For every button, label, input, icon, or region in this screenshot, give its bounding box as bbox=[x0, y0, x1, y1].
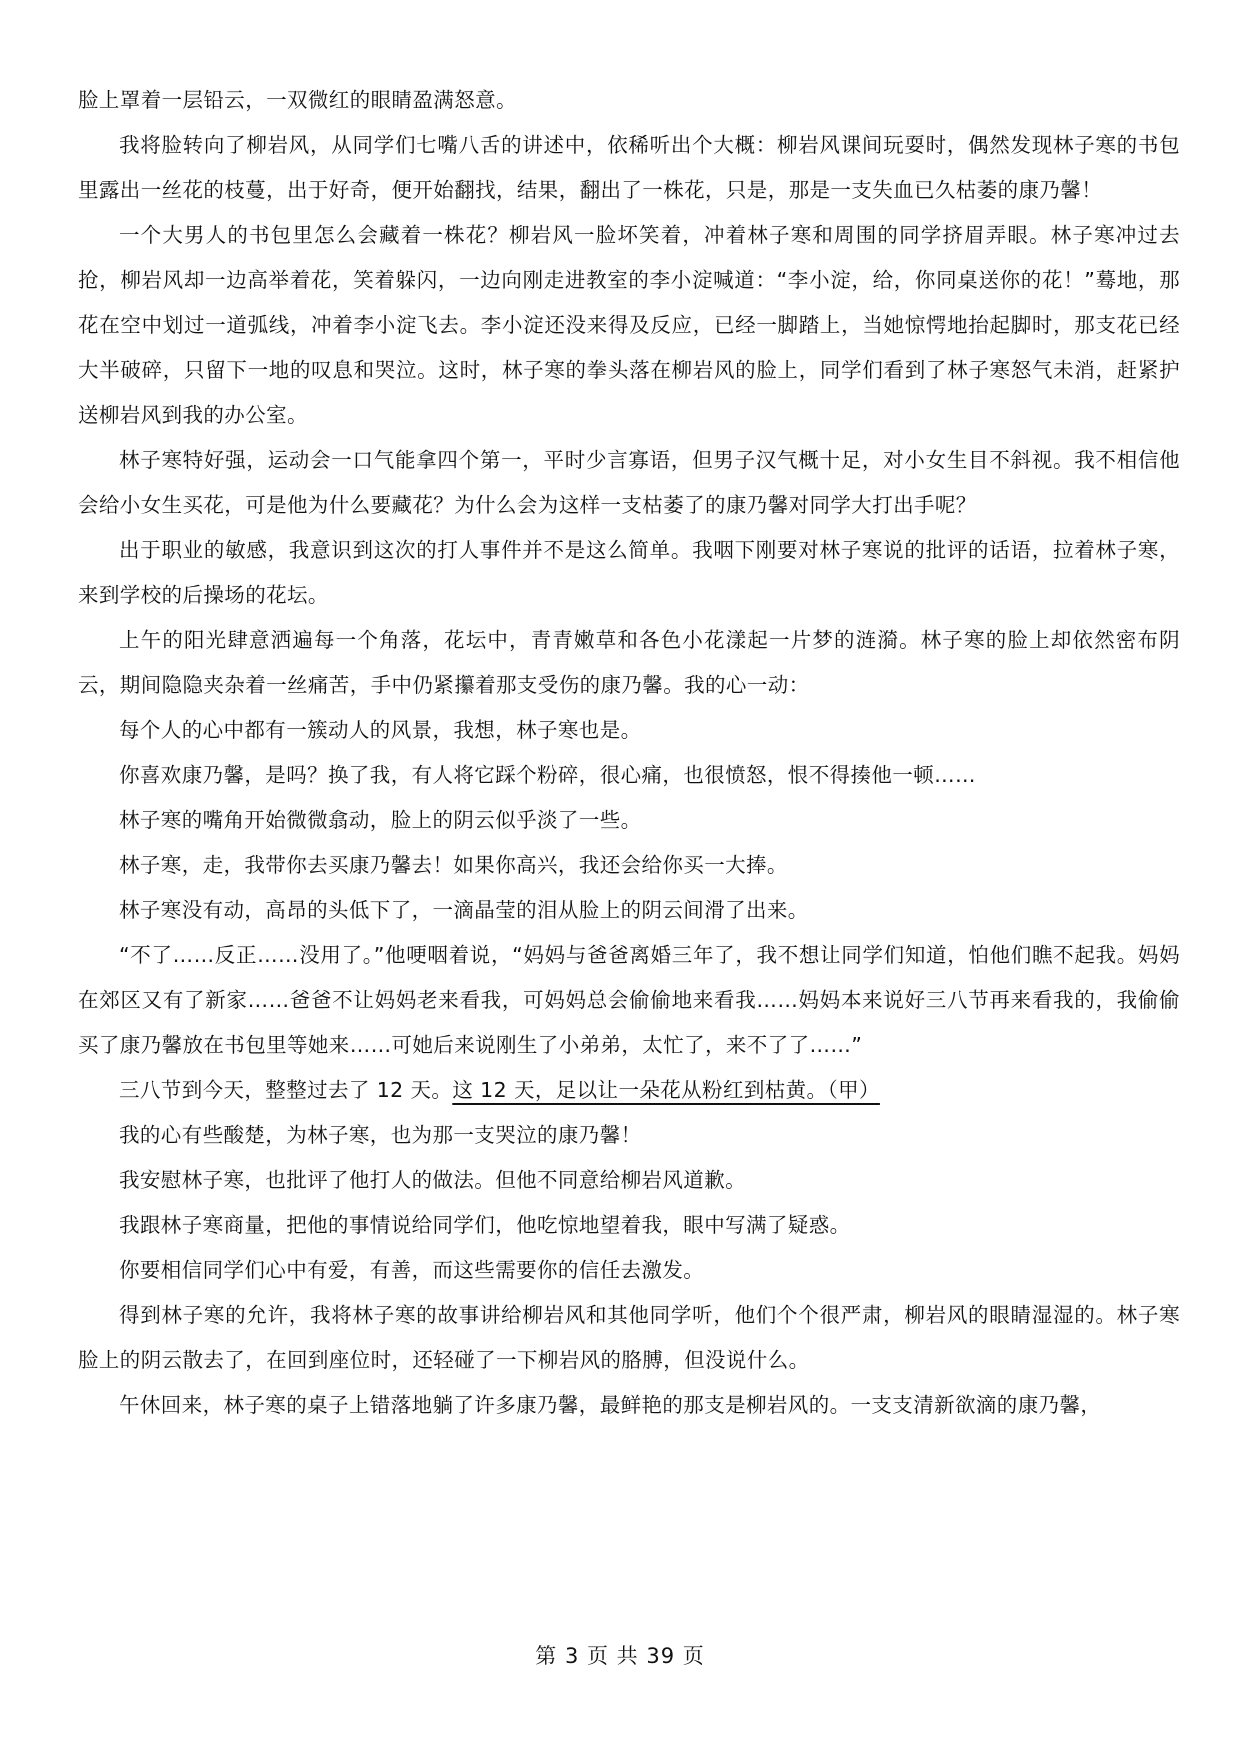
paragraph: 你要相信同学们心中有爱，有善，而这些需要你的信任去激发。 bbox=[119, 1258, 705, 1282]
document-body bbox=[78, 78, 1180, 1428]
paragraph: 你喜欢康乃馨，是吗？换了我，有人将它踩个粉碎，很心痛，也很愤怒，恨不得揍他一顿…… bbox=[119, 763, 976, 787]
page-footer: 第 3 页 共 39 页 bbox=[535, 1644, 705, 1668]
paragraph-segment-plain: 三八节到今天，整整过去了 12 天。 bbox=[119, 1078, 453, 1102]
paragraph: 上午的阳光肆意洒遍每一个角落，花坛中，青青嫩草和各色小花漾起一片梦的涟漪。林子寒的脸上却依然密布阴云，期间隐隐夹杂着一丝痛苦，手中仍紧攥着那支受伤的康乃馨。我的心一动： bbox=[78, 628, 1180, 697]
paragraph: “不了……反正……没用了。”他哽咽着说，“妈妈与爸爸离婚三年了，我不想让同学们知道，怕他们瞧不起我。妈妈在郊区又有了新家……爸爸不让妈妈老来看我，可妈妈总会偷偷地来看我……妈妈本来说好三八节再来看我的，我偷偷买了康乃馨放在书包里等她来……可她后来说刚生了小弟弟，太忙了，来不了了……” bbox=[78, 943, 1180, 1057]
paragraph: 一个大男人的书包里怎么会藏着一株花？柳岩风一脸坏笑着，冲着林子寒和周围的同学挤眉弄眼。林子寒冲过去抢，柳岩风却一边高举着花，笑着躲闪，一边向刚走进教室的李小淀喊道：“李小淀，给，你同桌送你的花！”蓦地，那花在空中划过一道弧线，冲着李小淀飞去。李小淀还没来得及反应，已经一脚踏上，当她惊愕地抬起脚时，那支花已经大半破碎，只留下一地的叹息和哭泣。这时，林子寒的拳头落在柳岩风的脸上，同学们看到了林子寒怒气未消，赶紧护送柳岩风到我的办公室。 bbox=[78, 223, 1180, 427]
paragraph: 林子寒没有动，高昂的头低下了，一滴晶莹的泪从脸上的阴云间滑了出来。 bbox=[119, 898, 809, 922]
paragraph: 午休回来，林子寒的桌子上错落地躺了许多康乃馨，最鲜艳的那支是柳岩风的。一支支清新欲滴的康乃馨， bbox=[119, 1393, 1102, 1417]
paragraph: 林子寒，走，我带你去买康乃馨去！如果你高兴，我还会给你买一大捧。 bbox=[119, 853, 788, 877]
paragraph: 我将脸转向了柳岩风，从同学们七嘴八舌的讲述中，依稀听出个大概：柳岩风课间玩耍时，偶然发现林子寒的书包里露出一丝花的枝蔓，出于好奇，便开始翻找，结果，翻出了一株花，只是，那是一支失血已久枯萎的康乃馨！ bbox=[78, 133, 1180, 202]
paragraph: 脸上罩着一层铅云，一双微红的眼睛盈满怒意。 bbox=[78, 88, 517, 112]
paragraph: 得到林子寒的允许，我将林子寒的故事讲给柳岩风和其他同学听，他们个个很严肃，柳岩风的眼睛湿湿的。林子寒脸上的阴云散去了，在回到座位时，还轻碰了一下柳岩风的胳膊，但没说什么。 bbox=[78, 1303, 1180, 1372]
paragraph: 我安慰林子寒，也批评了他打人的做法。但他不同意给柳岩风道歉。 bbox=[119, 1168, 746, 1192]
paragraph: 我跟林子寒商量，把他的事情说给同学们，他吃惊地望着我，眼中写满了疑惑。 bbox=[119, 1213, 851, 1237]
paragraph: 林子寒的嘴角开始微微翕动，脸上的阴云似乎淡了一些。 bbox=[119, 808, 642, 832]
paragraph: 林子寒特好强，运动会一口气能拿四个第一，平时少言寡语，但男子汉气概十足，对小女生目不斜视。我不相信他会给小女生买花，可是他为什么要藏花？为什么会为这样一支枯萎了的康乃馨对同学大打出手呢？ bbox=[78, 448, 1180, 517]
paragraph: 出于职业的敏感，我意识到这次的打人事件并不是这么简单。我咽下刚要对林子寒说的批评的话语，拉着林子寒，来到学校的后操场的花坛。 bbox=[78, 538, 1180, 607]
paragraph: 我的心有些酸楚，为林子寒，也为那一支哭泣的康乃馨！ bbox=[119, 1123, 642, 1147]
paragraph: 每个人的心中都有一簇动人的风景，我想，林子寒也是。 bbox=[119, 718, 642, 742]
underlined-sentence: 这 12 天，足以让一朵花从粉红到枯黄。（甲） bbox=[452, 1078, 880, 1102]
paragraph-with-underline bbox=[78, 1068, 1180, 1113]
